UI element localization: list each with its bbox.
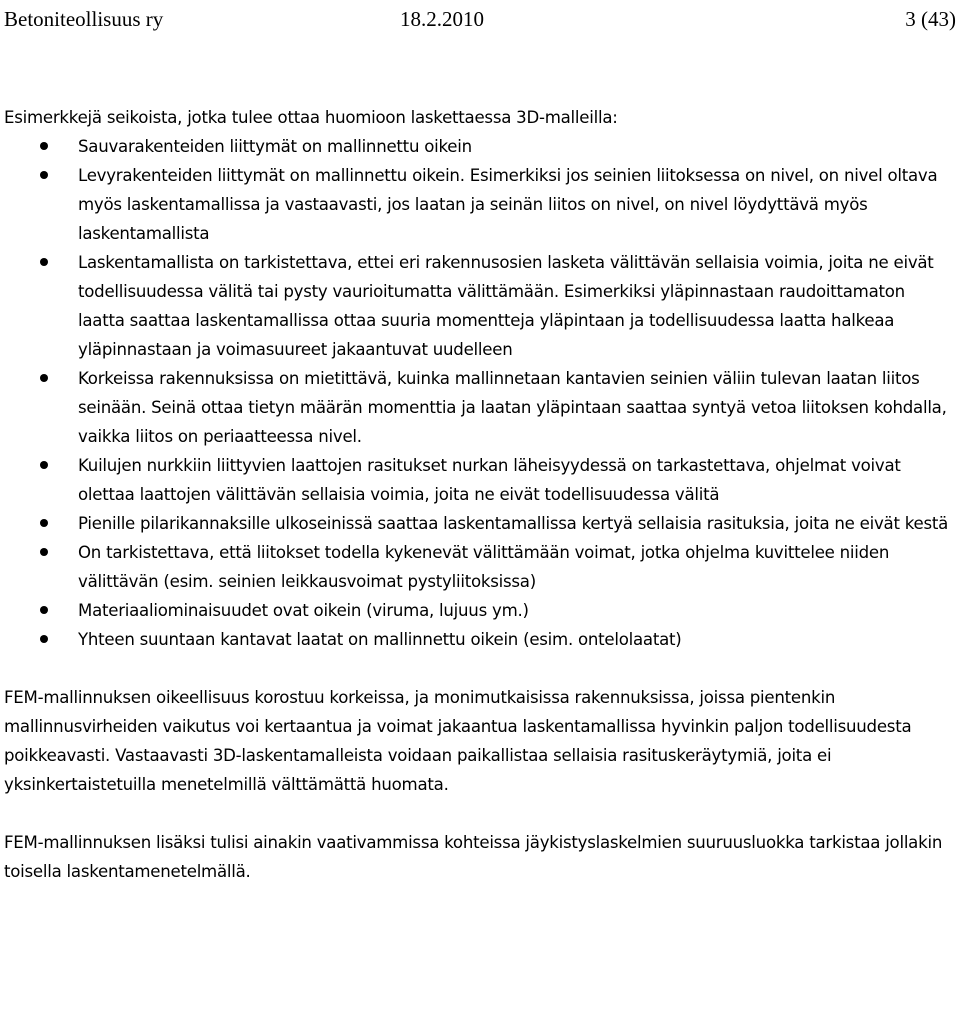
organization-name: Betoniteollisuus ry — [4, 7, 164, 31]
list-item — [4, 161, 952, 248]
list-item — [4, 538, 952, 596]
list-item-text: Laskentamallista on tarkistettava, ettei eri rakennusosien lasketa välittävän sellaisia voimia, joita ne eivät todellisuudessa välitä tai pysty vaurioitumatta välittämään. Esimerkiksi yläpinnastaan raudoittamaton laatta saattaa laskentamallissa ottaa suuria momentteja yläpintaan ja todellisuudessa laatta halkeaa yläpinnastaan ja voimasuureet jakaantuvat uudelleen — [78, 253, 934, 359]
list-item-text: On tarkistettava, että liitokset todella kykenevät välittämään voimat, jotka ohjelma kuvittelee niiden välittävän (esim. seinien leikkausvoimat pystyliitoksissa) — [78, 543, 890, 591]
list-item — [4, 248, 952, 364]
bullet-icon — [40, 548, 48, 556]
list-item-text: Pienille pilarikannaksille ulkoseinissä saattaa laskentamallissa kertyä sellaisia rasituksia, joita ne eivät kestä — [78, 514, 949, 533]
page-number: 3 (43) — [905, 7, 956, 31]
intro-text: Esimerkkejä seikoista, jotka tulee ottaa huomioon laskettaessa 3D-malleilla: — [4, 108, 618, 127]
bullet-icon — [40, 171, 48, 179]
paragraph: FEM-mallinnuksen lisäksi tulisi ainakin vaativammissa kohteissa jäykistyslaskelmien suuruusluokka tarkistaa jollakin toisella laskentamenetelmällä. — [4, 833, 943, 881]
document-body — [4, 103, 952, 886]
list-item-text: Yhteen suuntaan kantavat laatat on mallinnettu oikein (esim. ontelolaatat) — [78, 630, 682, 649]
paragraph: FEM-mallinnuksen oikeellisuus korostuu korkeissa, ja monimutkaisissa rakennuksissa, joissa pientenkin mallinnusvirheiden vaikutus voi kertaantua ja voimat jakaantua laskentamallissa hyvinkin paljon todellisuudesta poikkeavasti. Vastaavasti 3D-laskentamalleista voidaan paikallistaa sellaisia rasituskeräytymiä, joita ei yksinkertaistetuilla menetelmillä välttämättä huomata. — [4, 688, 912, 794]
bullet-icon — [40, 142, 48, 150]
bullet-icon — [40, 461, 48, 469]
page-header — [4, 2, 956, 36]
bullet-list — [4, 132, 952, 654]
bullet-icon — [40, 635, 48, 643]
bullet-icon — [40, 374, 48, 382]
document-date: 18.2.2010 — [400, 7, 484, 31]
bullet-icon — [40, 519, 48, 527]
list-item — [4, 451, 952, 509]
list-item-text: Materiaaliominaisuudet ovat oikein (viruma, lujuus ym.) — [78, 601, 529, 620]
list-item-text: Levyrakenteiden liittymät on mallinnettu oikein. Esimerkiksi jos seinien liitoksessa on nivel, on nivel oltava myös laskentamallissa ja vastaavasti, jos laatan ja seinän liitos on nivel, on nivel löydyttävä myös laskentamallista — [78, 166, 938, 243]
bullet-icon — [40, 606, 48, 614]
list-item-text: Korkeissa rakennuksissa on mietittävä, kuinka mallinnetaan kantavien seinien väliin tulevan laatan liitos seinään. Seinä ottaa tietyn määrän momenttia ja laatan yläpintaan saattaa syntyä vetoa liitoksen kohdalla, vaikka liitos on periaatteessa nivel. — [78, 369, 947, 446]
list-item — [4, 364, 952, 451]
list-item — [4, 596, 952, 625]
list-item-text: Kuilujen nurkkiin liittyvien laattojen rasitukset nurkan läheisyydessä on tarkastettava, ohjelmat voivat olettaa laattojen välittävän sellaisia voimia, joita ne eivät todellisuudessa välitä — [78, 456, 901, 504]
list-item-text: Sauvarakenteiden liittymät on mallinnettu oikein — [78, 137, 472, 156]
bullet-icon — [40, 258, 48, 266]
list-item — [4, 132, 952, 161]
list-item — [4, 625, 952, 654]
list-item — [4, 509, 952, 538]
